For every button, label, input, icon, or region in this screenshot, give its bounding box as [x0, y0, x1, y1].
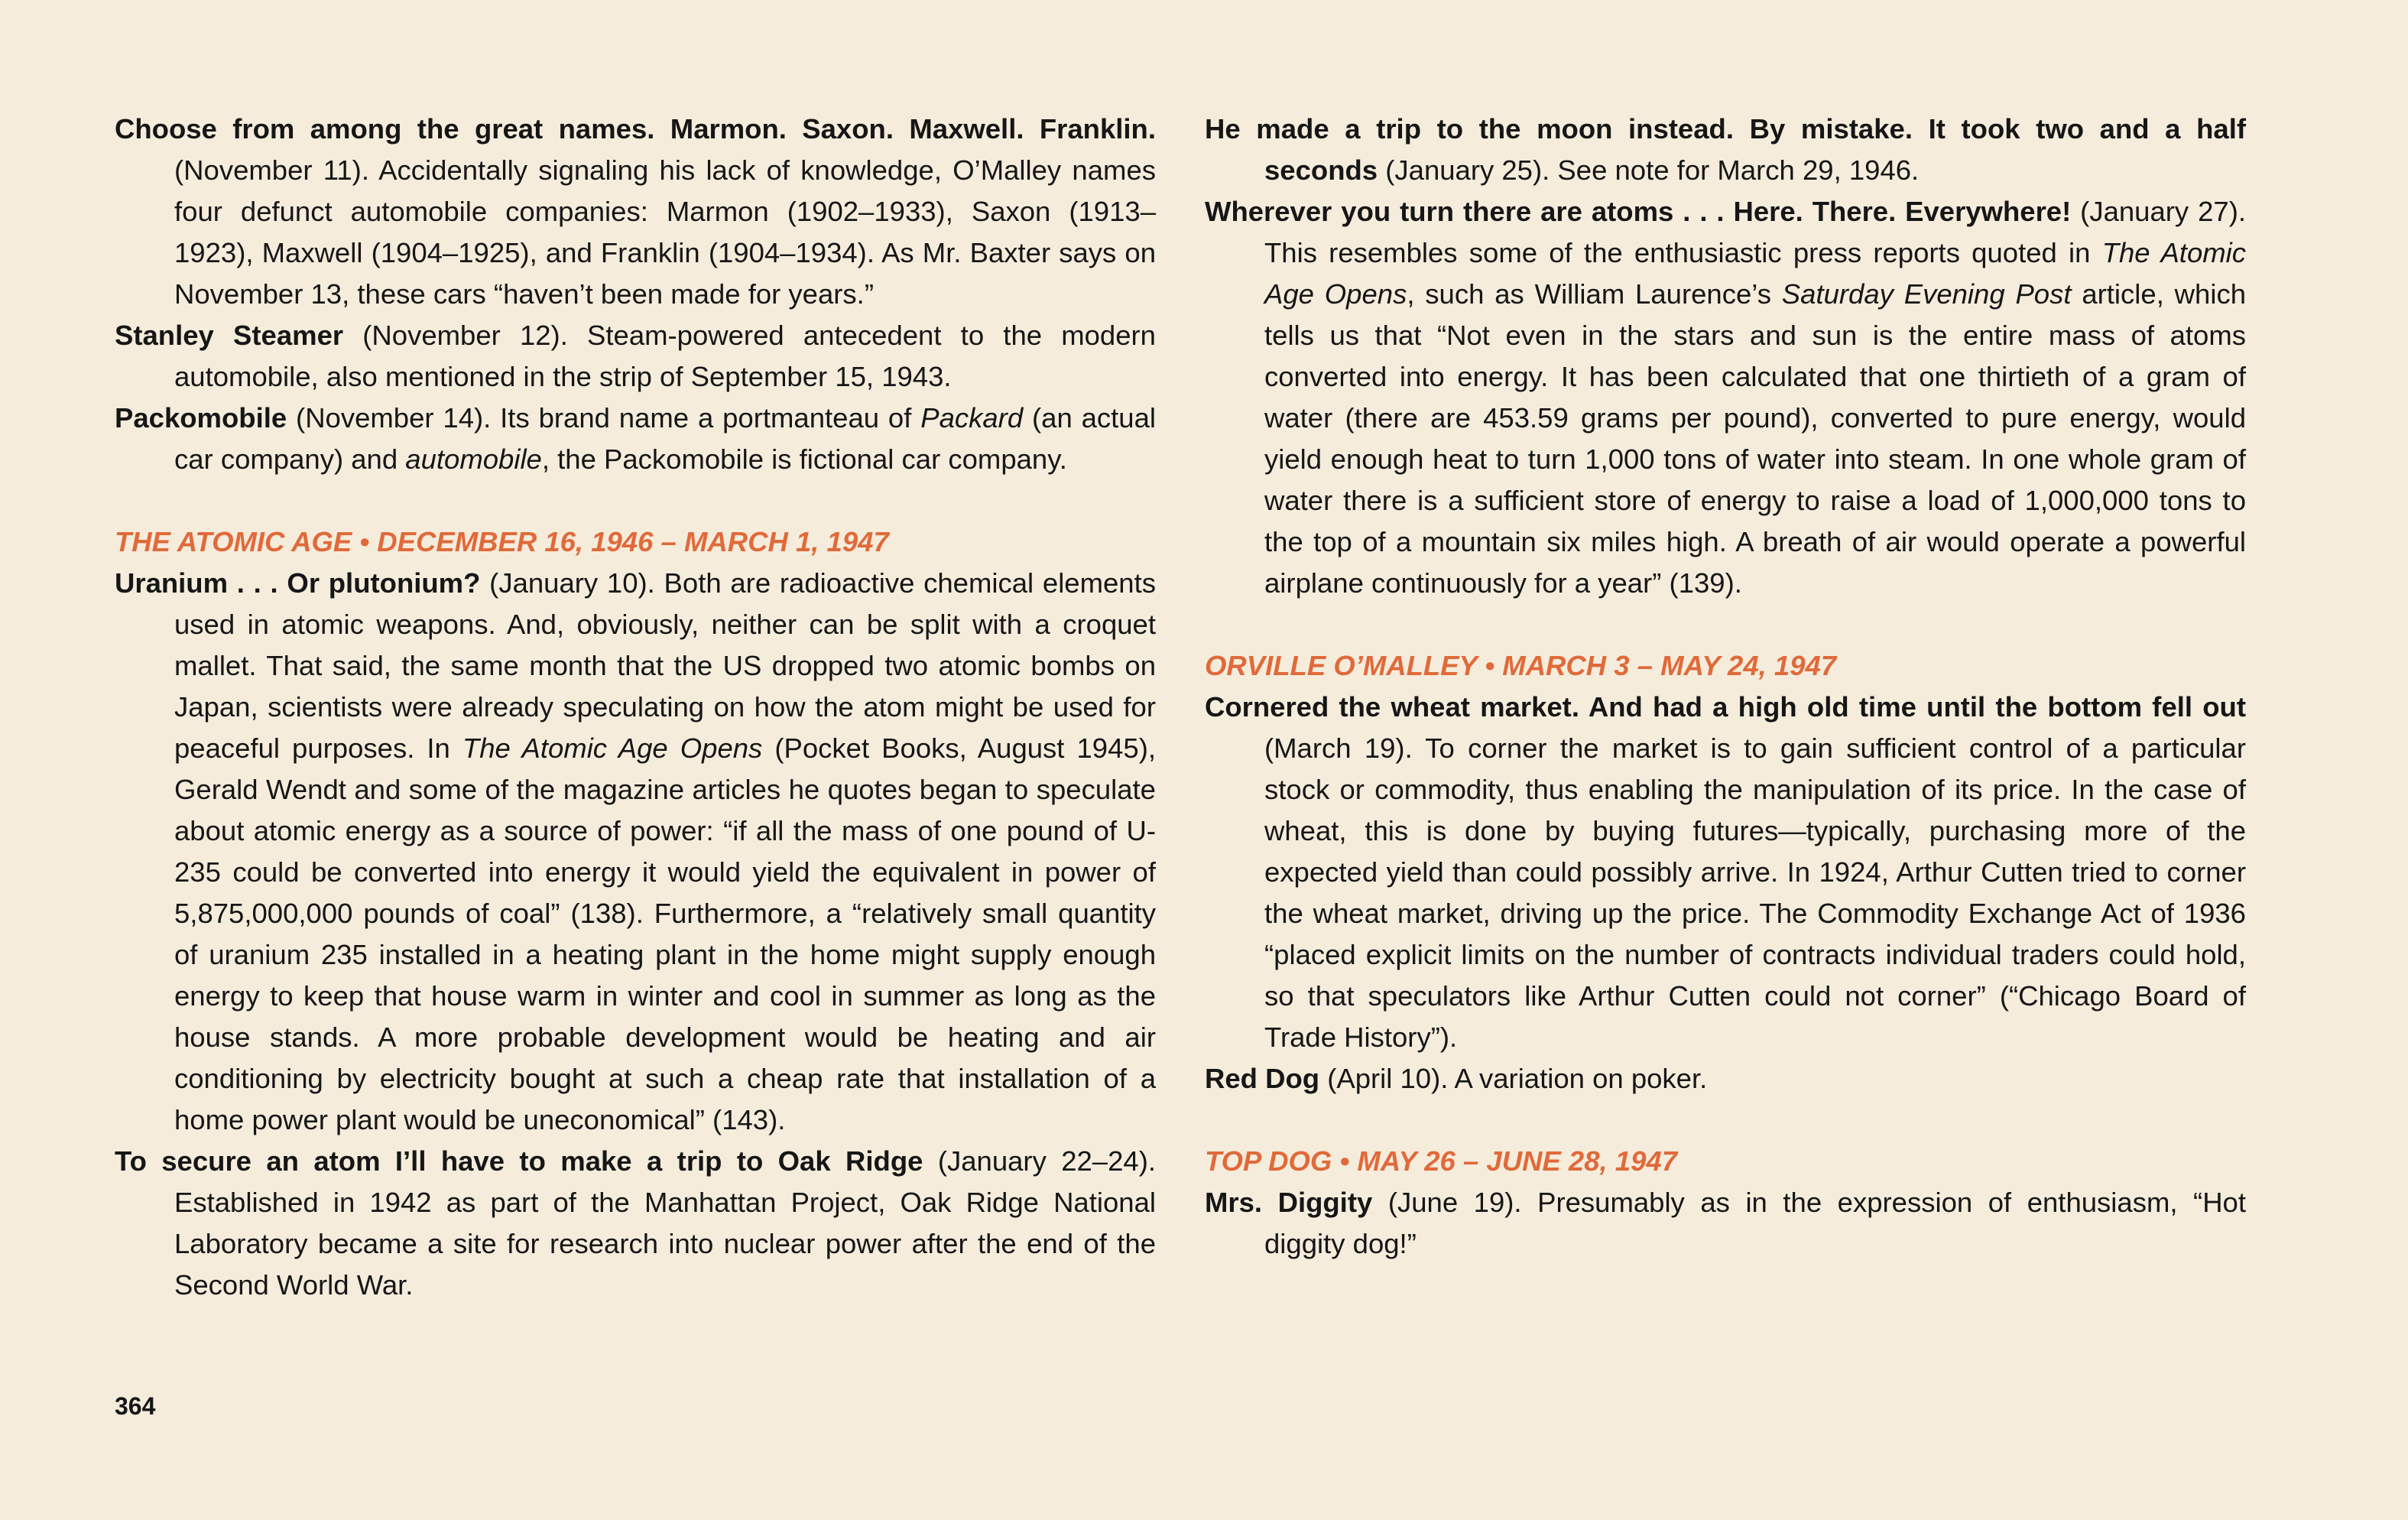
entry-text: (June 19). Presumably as in the expression of enthusiasm, “Hot diggity dog!”: [1264, 1187, 2246, 1259]
entry-headword: Mrs. Diggity: [1205, 1187, 1373, 1218]
entry-text: (April 10). A variation on poker.: [1319, 1063, 1708, 1094]
entry-text: article, which tells us that “Not even in the stars and sun is the entire mass of atoms converted into energy. It has been calculated that one thirtieth of a gram of water (there are 453.59 grams per pound), converted to pure energy, would yield enough heat to turn 1,000 tons of water into steam. In one whole gram of water there is a sufficient store of energy to raise a load of 1,000,000 tons to the top of a mountain six miles high. A breath of air would operate a powerful airplane continuously for a year” (139).: [1264, 278, 2246, 599]
entry-headword: Wherever you turn there are atoms . . . Here. There. Everywhere!: [1205, 196, 2072, 227]
note-entry-packomobile: [115, 398, 1156, 480]
entry-text: (November 12). Steam-powered antecedent to the modern automobile, also mentioned in the strip of September 15, 1943.: [174, 320, 1156, 392]
entry-text: (an actual car company) and: [174, 402, 1156, 475]
entry-text: , such as William Laurence’s: [1407, 278, 1782, 310]
entry-headword: Stanley Steamer: [115, 320, 344, 351]
entry-italic: Saturday Evening Post: [1781, 278, 2072, 310]
entry-text: (January 27). This resembles some of the enthusiastic press reports quoted in: [1264, 196, 2246, 268]
entry-text: , the Packomobile is fictional car company.: [541, 443, 1067, 475]
note-entry-mrs-diggity: [1205, 1182, 2246, 1265]
entry-text: (January 25). See note for March 29, 1946.: [1378, 154, 1920, 186]
entry-headword: To secure an atom I’ll have to make a trip to Oak Ridge: [115, 1145, 923, 1177]
right-column: [1205, 109, 2246, 1265]
entry-headword: Cornered the wheat market. And had a high old time until the bottom fell out: [1205, 691, 2246, 723]
entry-headword: Choose from among the great names. Marmon. Saxon. Maxwell. Franklin.: [115, 113, 1156, 145]
note-entry-marmon: [115, 109, 1156, 315]
entry-text: (November 11). Accidentally signaling his lack of knowledge, O’Malley names four defunct automobile companies: Marmon (1902–1933), Saxon (1913–1923), Maxwell (1904–1925), and Franklin (1904–1934). As Mr. Baxter says on November 13, these cars “haven’t been made for years.”: [174, 154, 1156, 310]
entry-headword: Uranium . . . Or plutonium?: [115, 567, 481, 599]
entry-headword: Packomobile: [115, 402, 287, 434]
page-number: 364: [115, 1392, 156, 1420]
entry-italic: automobile: [405, 443, 542, 475]
entry-headword: Red Dog: [1205, 1063, 1320, 1094]
note-entry-wheat-market: [1205, 687, 2246, 1058]
entry-text: (Pocket Books, August 1945), Gerald Wendt and some of the magazine articles he quotes began to speculate about atomic energy as a source of power: “if all the mass of one pound of U-235 could be converted into energy it would yield the equivalent in power of 5,875,000,000 pounds of coal” (138). Furthermore, a “relatively small quantity of uranium 235 installed in a heating plant in the home might supply enough energy to keep that house warm in winter and cool in summer as long as the house stands. A more probable development would be heating and air conditioning by electricity bought at such a cheap rate that installation of a home power plant would be uneconomical” (143).: [174, 732, 1156, 1135]
entry-italic: The Atomic Age Opens: [1264, 237, 2247, 310]
note-entry-stanley-steamer: [115, 315, 1156, 398]
entry-headword: He made a trip to the moon instead. By mistake. It took two and a half seconds: [1205, 113, 2246, 186]
entry-italic: Packard: [920, 402, 1024, 434]
note-entry-uranium: [115, 563, 1156, 1141]
entry-italic: The Atomic Age Opens: [462, 732, 763, 764]
entry-text: (November 14). Its brand name a portmanteau of: [287, 402, 921, 434]
entry-text: (January 10). Both are radioactive chemical elements used in atomic weapons. And, obviously, neither can be split with a croquet mallet. That said, the same month that the US dropped two atomic bombs on Japan, scientists were already speculating on how the atom might be used for peaceful purposes. In: [174, 567, 1156, 764]
note-entry-atoms-everywhere: [1205, 191, 2246, 604]
section-heading-atomic-age: THE ATOMIC AGE • DECEMBER 16, 1946 – MARCH 1, 1947: [115, 526, 889, 557]
left-column: [115, 109, 1156, 1306]
entry-text: (January 22–24). Established in 1942 as part of the Manhattan Project, Oak Ridge National Laboratory became a site for research into nuclear power after the end of the Second World War.: [174, 1145, 1156, 1301]
note-entry-red-dog: [1205, 1058, 2246, 1099]
entry-text: (March 19). To corner the market is to gain sufficient control of a particular stock or commodity, thus enabling the manipulation of its price. In the case of wheat, this is done by buying futures—typically, purchasing more of the expected yield than could possibly arrive. In 1924, Arthur Cutten tried to corner the wheat market, driving up the price. The Commodity Exchange Act of 1936 “placed explicit limits on the number of contracts individual traders could hold, so that speculators like Arthur Cutten could not corner” (“Chicago Board of Trade History”).: [1264, 732, 2246, 1053]
note-entry-moon-trip: [1205, 109, 2246, 191]
note-entry-oak-ridge: [115, 1141, 1156, 1306]
section-heading-top-dog: TOP DOG • MAY 26 – JUNE 28, 1947: [1205, 1145, 1678, 1177]
section-heading-orville-omalley: ORVILLE O’MALLEY • MARCH 3 – MAY 24, 1947: [1205, 650, 1837, 681]
